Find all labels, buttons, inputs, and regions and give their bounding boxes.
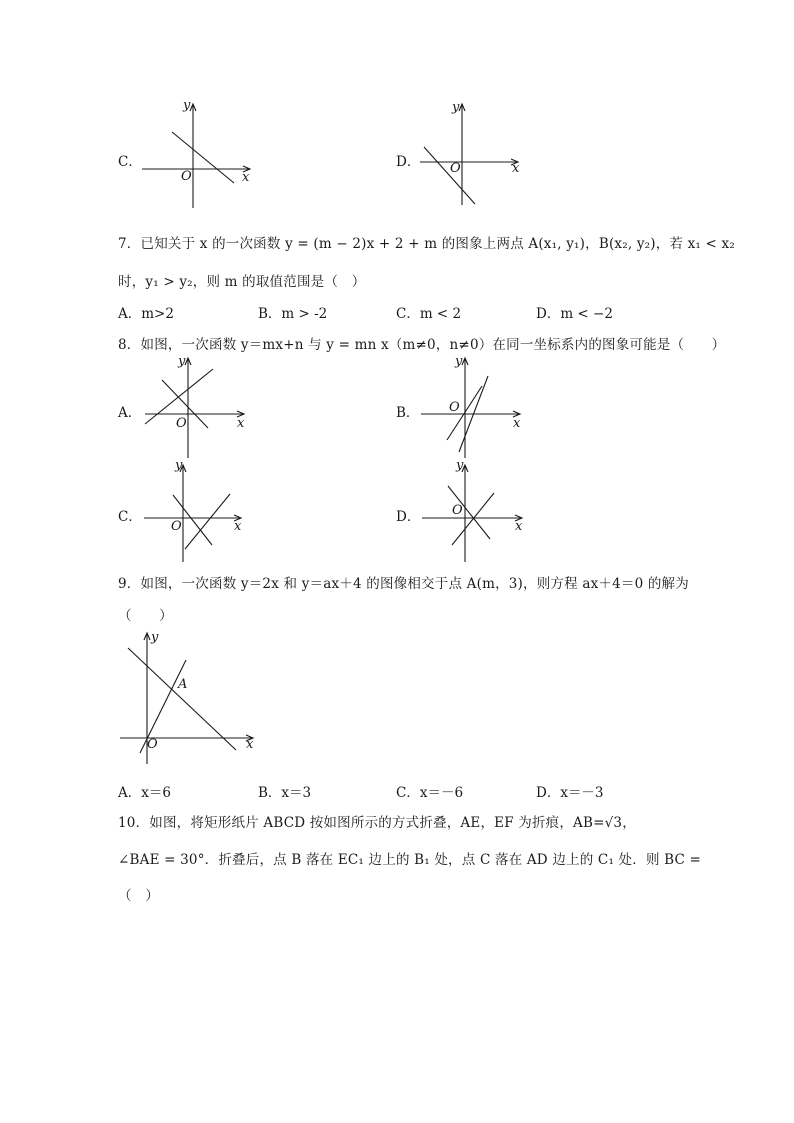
q9-option-a: A．x＝6: [118, 785, 171, 801]
q8-stem: 8．如图，一次函数 y＝mx+n 与 y = mn x（m≠0，n≠0）在同一坐标系内的图象可能是（ ）: [118, 337, 726, 353]
q8-option-c-label: C．: [118, 509, 142, 525]
q8d-origin-label: O: [452, 503, 463, 518]
q6-option-d-label: D．: [396, 154, 421, 170]
q6d-y-label: y: [452, 100, 460, 115]
q10-paren: （ ）: [118, 888, 160, 904]
q7-option-a: A．m>2: [118, 306, 174, 322]
q8a-y-label: y: [178, 354, 186, 369]
q8d-y-label: y: [456, 458, 464, 473]
q8c-y-label: y: [175, 458, 183, 473]
q7-stem-line2: 时，y₁ > y₂，则 m 的取值范围是（ ）: [118, 274, 366, 290]
q8c-origin-label: O: [171, 519, 182, 534]
q8b-origin-label: O: [449, 400, 460, 415]
q7-option-c: C．m < 2: [396, 306, 462, 322]
q9-option-b: B．x＝3: [258, 785, 312, 801]
q6c-origin-label: O: [181, 169, 192, 184]
q8b-y-label: y: [455, 354, 463, 369]
q9-y-label: y: [151, 630, 159, 645]
q6c-y-label: y: [183, 98, 191, 113]
q7-option-b: B．m > -2: [258, 306, 328, 322]
q8-option-b-label: B．: [396, 405, 420, 421]
q7-option-d: D．m < −2: [536, 306, 613, 322]
q9-stem: 9．如图，一次函数 y＝2x 和 y＝ax＋4 的图像相交于点 A(m，3)，则方程 ax＋4＝0 的解为: [118, 576, 689, 592]
q9-origin-label: O: [147, 737, 158, 752]
q6d-x-label: x: [512, 161, 520, 176]
q9-point-a-label: A: [178, 677, 188, 692]
q8a-x-label: x: [237, 416, 245, 431]
q8-option-d-label: D．: [396, 509, 421, 525]
q10-stem-line1: 10．如图，将矩形纸片 ABCD 按如图所示的方式折叠，AE，EF 为折痕，AB=√3，: [118, 815, 636, 831]
q8d-x-label: x: [515, 519, 523, 534]
q9-option-c: C．x＝－6: [396, 785, 464, 801]
line-y-ax-4: [128, 648, 236, 750]
q8c-x-label: x: [234, 519, 242, 534]
q6d-origin-label: O: [450, 161, 461, 176]
q7-stem-line1: 7．已知关于 x 的一次函数 y = (m − 2)x + 2 + m 的图象上两点 A(x₁, y₁)，B(x₂, y₂)，若 x₁ < x₂: [118, 236, 735, 252]
q10-stem-line2: ∠BAE = 30°．折叠后，点 B 落在 EC₁ 边上的 B₁ 处，点 C 落在 AD 边上的 C₁ 处．则 BC =: [118, 852, 702, 868]
q9-x-label: x: [246, 737, 254, 752]
q9-option-d: D．x＝－3: [536, 785, 604, 801]
q9-paren: （ ）: [118, 608, 173, 624]
q8a-origin-label: O: [176, 416, 187, 431]
q6-option-c-label: C．: [118, 154, 142, 170]
q8b-x-label: x: [513, 416, 521, 431]
q8-option-a-label: A．: [118, 405, 142, 421]
q6c-x-label: x: [242, 170, 250, 185]
